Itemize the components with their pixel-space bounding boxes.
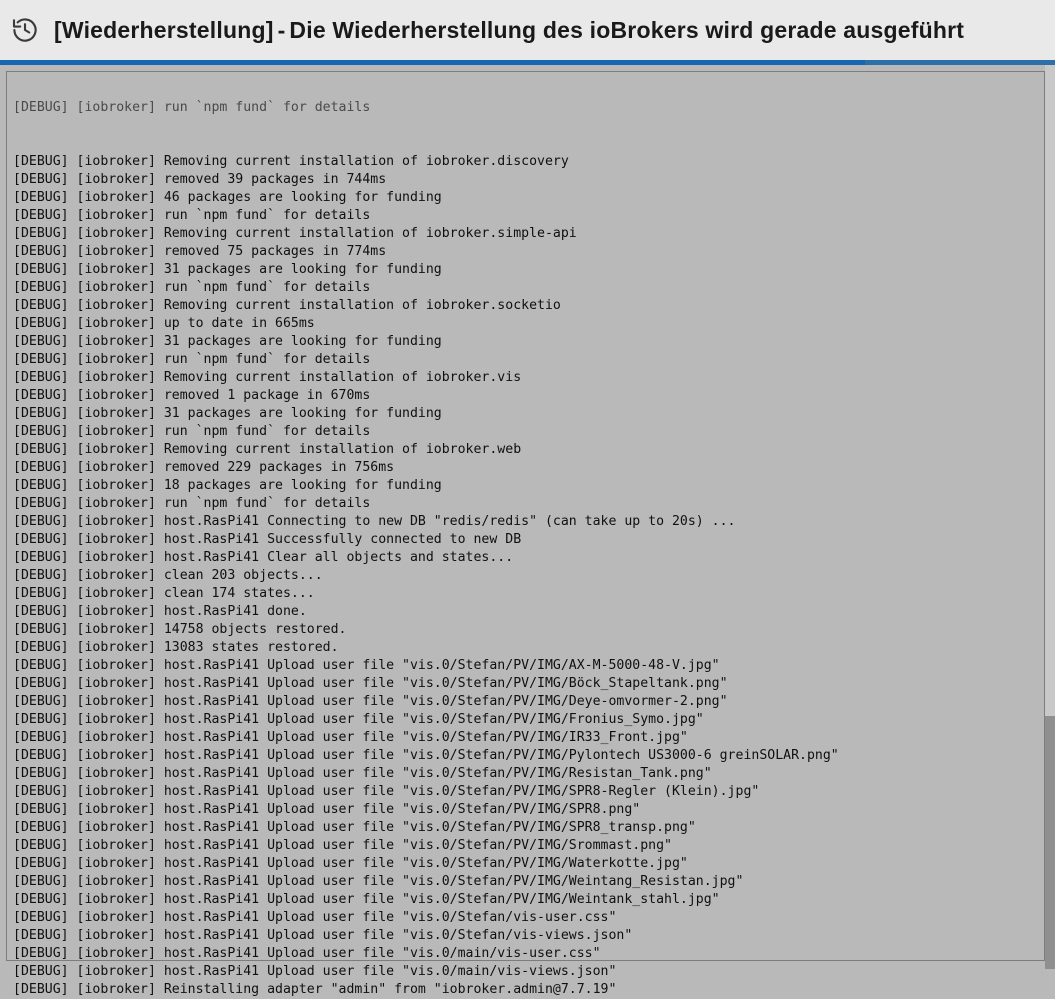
page-title-text: Die Wiederherstellung des ioBrokers wird gerade ausgeführt: [289, 16, 965, 43]
log-line: [DEBUG] [iobroker] run `npm fund` for details: [13, 280, 371, 295]
log-line: [DEBUG] [iobroker] host.RasPi41 Upload user file "vis.0/Stefan/PV/IMG/SPR8_transp.png": [13, 820, 696, 835]
log-line: [DEBUG] [iobroker] host.RasPi41 Successfully connected to new DB: [13, 532, 522, 547]
log-line: [DEBUG] [iobroker] clean 174 states...: [13, 586, 315, 601]
log-line: [DEBUG] [iobroker] host.RasPi41 Upload user file "vis.0/Stefan/PV/IMG/IR33_Front.jpg": [13, 730, 688, 745]
page-title: [54, 17, 964, 44]
log-line: [DEBUG] [iobroker] 13083 states restored.: [13, 640, 339, 655]
log-line: [DEBUG] [iobroker] host.RasPi41 done.: [13, 604, 307, 619]
log-line: [DEBUG] [iobroker] run `npm fund` for details: [13, 352, 371, 367]
log-line: [DEBUG] [iobroker] host.RasPi41 Upload user file "vis.0/main/vis-views.json": [13, 964, 617, 979]
log-line: [DEBUG] [iobroker] run `npm fund` for details: [13, 100, 371, 115]
log-line: [DEBUG] [iobroker] Removing current installation of iobroker.web: [13, 442, 522, 457]
log-line: [DEBUG] [iobroker] clean 203 objects...: [13, 568, 323, 583]
log-line: [DEBUG] [iobroker] 31 packages are looking for funding: [13, 262, 442, 277]
log-line: [DEBUG] [iobroker] host.RasPi41 Upload user file "vis.0/Stefan/PV/IMG/Fronius_Symo.jpg": [13, 712, 704, 727]
log-line: [DEBUG] [iobroker] run `npm fund` for details: [13, 496, 371, 511]
log-line: [DEBUG] [iobroker] host.RasPi41 Upload user file "vis.0/Stefan/PV/IMG/Deye-omvormer-2.png": [13, 694, 728, 709]
log-line: [DEBUG] [iobroker] up to date in 665ms: [13, 316, 315, 331]
log-line: [DEBUG] [iobroker] run `npm fund` for details: [13, 208, 371, 223]
log-line: [DEBUG] [iobroker] host.RasPi41 Upload user file "vis.0/Stefan/PV/IMG/Waterkotte.jpg": [13, 856, 688, 871]
log-line: [DEBUG] [iobroker] host.RasPi41 Upload user file "vis.0/Stefan/PV/IMG/AX-M-5000-48-V.jpg": [13, 658, 720, 673]
log-line: [DEBUG] [iobroker] host.RasPi41 Upload user file "vis.0/Stefan/PV/IMG/Weintank_stahl.jpg": [13, 892, 720, 907]
log-line: [DEBUG] [iobroker] host.RasPi41 Upload user file "vis.0/Stefan/PV/IMG/SPR8.png": [13, 802, 641, 817]
log-line: [DEBUG] [iobroker] removed 39 packages in 744ms: [13, 172, 387, 187]
log-line: [DEBUG] [iobroker] removed 75 packages in 774ms: [13, 244, 387, 259]
log-line: [DEBUG] [iobroker] host.RasPi41 Connecting to new DB "redis/redis" (can take up to 20s) ...: [13, 514, 736, 529]
log-line: [DEBUG] [iobroker] Reinstalling adapter "admin" from "iobroker.admin@7.7.19": [13, 982, 617, 997]
log-line: [DEBUG] [iobroker] host.RasPi41 Upload user file "vis.0/Stefan/PV/IMG/SPR8-Regler (Klein).jpg": [13, 784, 760, 799]
log-line: [DEBUG] [iobroker] host.RasPi41 Clear all objects and states...: [13, 550, 514, 565]
log-output-area: [0, 65, 1055, 997]
log-scrollbar-thumb[interactable]: [1045, 716, 1055, 969]
log-line: [DEBUG] [iobroker] host.RasPi41 Upload user file "vis.0/Stefan/PV/IMG/Pylontech US3000-6 greinSOLAR.png": [13, 748, 839, 763]
log-line-list: [7, 62, 1044, 999]
log-line: [DEBUG] [iobroker] Removing current installation of iobroker.discovery: [13, 154, 569, 169]
log-panel[interactable]: [6, 71, 1045, 997]
log-line: [DEBUG] [iobroker] 31 packages are looking for funding: [13, 334, 442, 349]
log-line: [DEBUG] [iobroker] 31 packages are looking for funding: [13, 406, 442, 421]
log-line: [DEBUG] [iobroker] 46 packages are looking for funding: [13, 190, 442, 205]
log-line: [DEBUG] [iobroker] Removing current installation of iobroker.socketio: [13, 298, 561, 313]
log-line: [DEBUG] [iobroker] removed 1 package in 670ms: [13, 388, 371, 403]
restore-clock-icon: [10, 15, 40, 45]
log-line: [DEBUG] [iobroker] host.RasPi41 Upload user file "vis.0/Stefan/vis-user.css": [13, 910, 617, 925]
log-line: [DEBUG] [iobroker] host.RasPi41 Upload user file "vis.0/Stefan/vis-views.json": [13, 928, 633, 943]
log-line: [DEBUG] [iobroker] 14758 objects restored.: [13, 622, 347, 637]
log-line: [DEBUG] [iobroker] Removing current installation of iobroker.vis: [13, 370, 522, 385]
page-title-bracket: [Wiederherstellung]: [54, 16, 274, 43]
log-line: [DEBUG] [iobroker] host.RasPi41 Upload user file "vis.0/main/vis-user.css": [13, 946, 601, 961]
log-line: [DEBUG] [iobroker] 18 packages are looking for funding: [13, 478, 442, 493]
log-line: [DEBUG] [iobroker] run `npm fund` for details: [13, 424, 371, 439]
log-line: [DEBUG] [iobroker] Removing current installation of iobroker.simple-api: [13, 226, 577, 241]
window-header: [0, 0, 1055, 60]
page-title-separator: -: [277, 16, 286, 43]
log-line: [DEBUG] [iobroker] host.RasPi41 Upload user file "vis.0/Stefan/PV/IMG/Srommast.png": [13, 838, 672, 853]
log-scrollbar[interactable]: [1045, 65, 1055, 969]
log-line: [DEBUG] [iobroker] removed 229 packages in 756ms: [13, 460, 395, 475]
log-line: [DEBUG] [iobroker] host.RasPi41 Upload user file "vis.0/Stefan/PV/IMG/Böck_Stapeltank.png": [13, 676, 728, 691]
log-line: [DEBUG] [iobroker] host.RasPi41 Upload user file "vis.0/Stefan/PV/IMG/Resistan_Tank.png": [13, 766, 712, 781]
log-line: [DEBUG] [iobroker] host.RasPi41 Upload user file "vis.0/Stefan/PV/IMG/Weintang_Resistan.jpg": [13, 874, 744, 889]
